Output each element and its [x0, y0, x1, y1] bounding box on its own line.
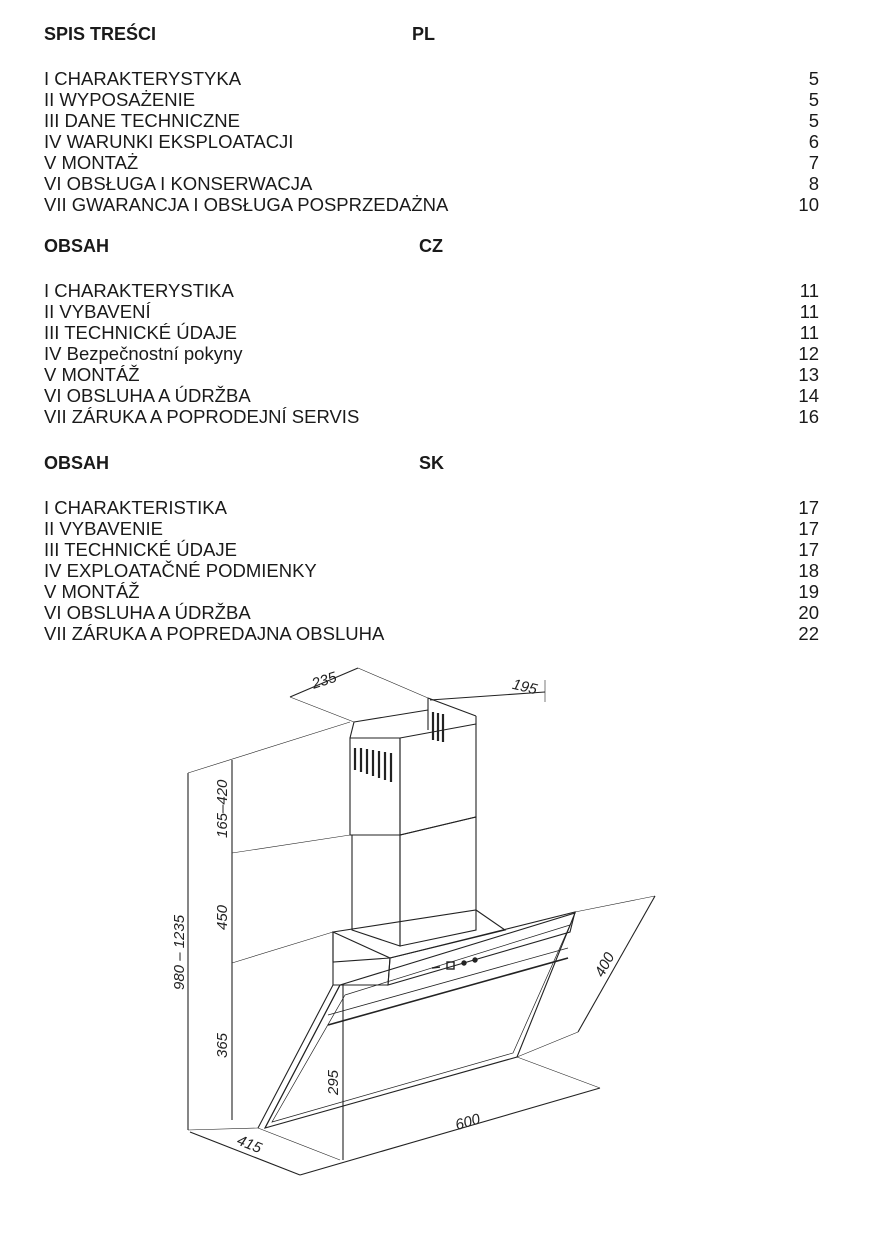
toc-entry-page: 19	[798, 581, 819, 602]
toc-entry-label: VI OBSLUHA A ÚDRŽBA	[44, 602, 251, 623]
language-code: PL	[412, 24, 436, 44]
toc-entry-page: 6	[808, 131, 819, 152]
toc-entry-page: 17	[798, 518, 819, 539]
toc-entry-label: IV EXPLOATAČNÉ PODMIENKY	[44, 560, 317, 581]
toc-entry-page: 20	[798, 602, 819, 623]
toc-entry-label: IV WARUNKI EKSPLOATACJI	[44, 131, 294, 152]
toc-entry-page: 22	[798, 623, 819, 644]
dim-label-chimney-top: 165–420	[214, 779, 231, 838]
toc-entry-label: III TECHNICKÉ ÚDAJE	[44, 539, 237, 560]
toc-entry-label: IV Bezpečnostní pokyny	[44, 343, 243, 364]
toc-entry-page: 7	[808, 152, 819, 173]
language-code: CZ	[419, 236, 443, 256]
toc-entry-label: VII ZÁRUKA A POPREDAJNA OBSLUHA	[44, 623, 385, 644]
hood-control-strip	[388, 912, 575, 985]
toc-entry-label: II VYBAVENÍ	[44, 301, 151, 322]
dim-label-365: 365	[214, 1032, 231, 1058]
toc-entry-label: V MONTAŻ	[44, 152, 139, 173]
dim-label-195: 195	[510, 675, 539, 699]
toc-entry-label: VII GWARANCJA I OBSŁUGA POSPRZEDAŻNA	[44, 194, 449, 215]
chimney-upper-front	[350, 738, 400, 835]
toc-entry-label: I CHARAKTERISTIKA	[44, 497, 227, 518]
toc-entry-page: 10	[798, 194, 819, 215]
dim-line-400	[578, 896, 655, 1032]
toc-entry-page: 17	[798, 539, 819, 560]
toc-entry-page: 13	[798, 364, 819, 385]
toc-entry-page: 5	[808, 89, 819, 110]
toc-entry-page: 5	[808, 110, 819, 131]
toc-entry-label: I CHARAKTERYSTIKA	[44, 280, 234, 301]
section-title: OBSAH	[44, 236, 110, 256]
toc-entry-label: II WYPOSAŻENIE	[44, 89, 196, 110]
dim-label-235: 235	[309, 668, 339, 693]
toc-entry-label: VII ZÁRUKA A POPRODEJNÍ SERVIS	[44, 406, 360, 427]
toc-entry-label: VI OBSLUHA A ÚDRŽBA	[44, 385, 251, 406]
control-panel	[432, 958, 477, 969]
chimney-lower-side	[400, 817, 476, 946]
toc-entry-page: 12	[798, 343, 819, 364]
toc-entry-page: 11	[799, 322, 819, 343]
dim-label-600: 600	[453, 1110, 483, 1134]
toc-entry-page: 5	[808, 68, 819, 89]
toc-entry-label: III DANE TECHNICZNE	[44, 110, 240, 131]
toc-entry-label: VI OBSŁUGA I KONSERWACJA	[44, 173, 313, 194]
vent-slots	[355, 712, 443, 782]
dim-label-450: 450	[214, 904, 231, 930]
toc-entry-page: 17	[798, 497, 819, 518]
toc-entry-label: I CHARAKTERYSTYKA	[44, 68, 242, 89]
section-title: OBSAH	[44, 453, 110, 473]
dim-label-415: 415	[234, 1131, 265, 1158]
toc-entry-page: 11	[799, 280, 819, 301]
toc-entry-label: II VYBAVENIE	[44, 518, 163, 539]
toc-entry-label: III TECHNICKÉ ÚDAJE	[44, 322, 237, 343]
toc-entry-label: V MONTÁŽ	[44, 364, 140, 385]
toc-entry-page: 11	[799, 301, 819, 322]
toc-entry-page: 14	[798, 385, 819, 406]
toc-entry-page: 16	[798, 406, 819, 427]
dim-label-total-height: 980 – 1235	[171, 914, 188, 990]
toc-entry-label: V MONTÁŽ	[44, 581, 140, 602]
section-title: SPIS TREŚCI	[44, 24, 157, 44]
dim-label-400: 400	[591, 949, 619, 980]
dim-label-295: 295	[325, 1069, 342, 1095]
toc-entry-page: 18	[798, 560, 819, 581]
toc-entry-page: 8	[808, 173, 819, 194]
language-code: SK	[419, 453, 445, 473]
glass-panel	[265, 913, 575, 1128]
chimney-lower-front	[352, 835, 400, 946]
